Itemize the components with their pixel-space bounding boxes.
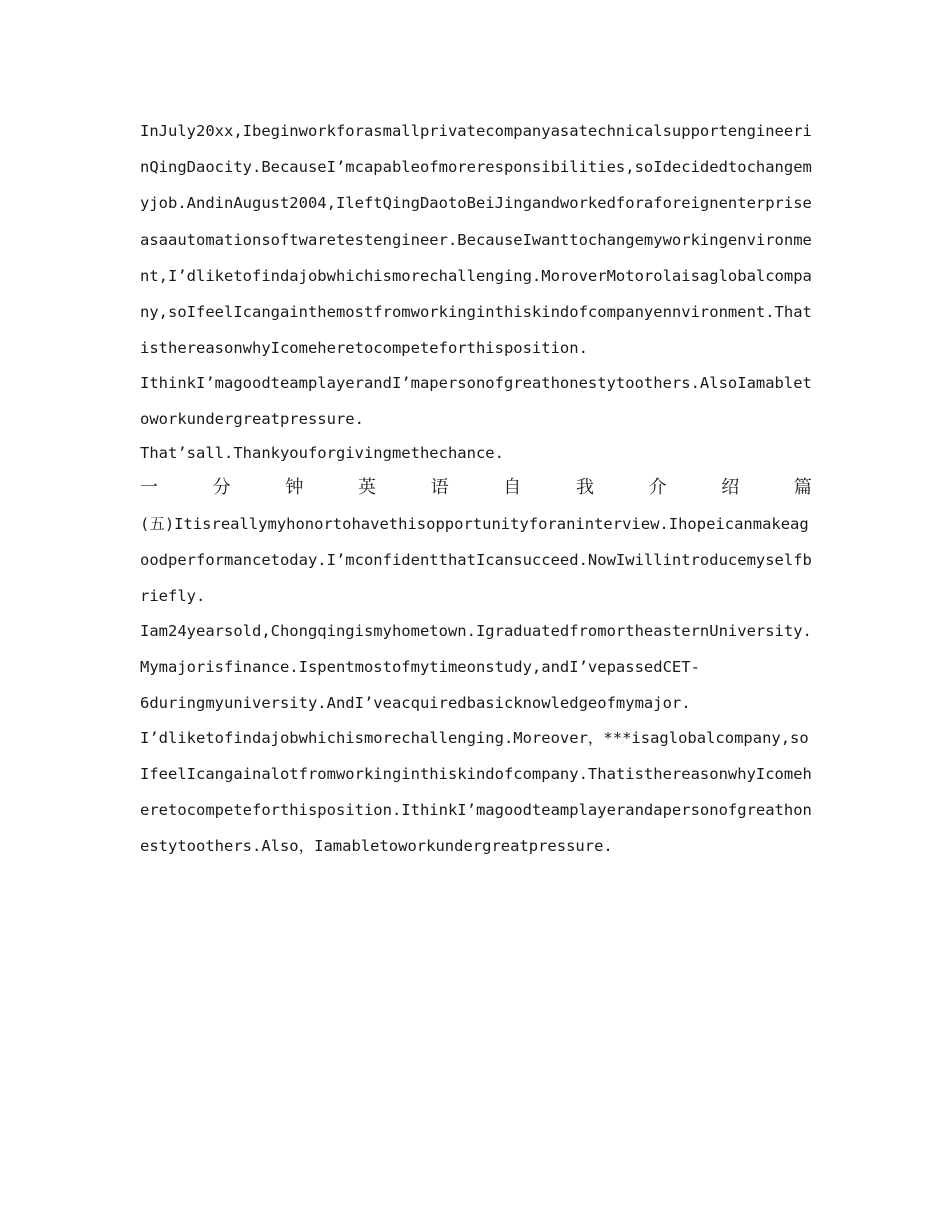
text-line: isthereasonwhyIcomeheretocompeteforthisposition. [140, 339, 588, 358]
heading-char: 分 [212, 476, 231, 498]
heading-char: 篇 [793, 476, 812, 498]
text-line: Iam24yearsold,Chongqingismyhometown.IgraduatedfromortheasternUniversity. [140, 621, 812, 640]
heading-char: 绍 [721, 476, 740, 498]
heading-char: 我 [575, 476, 594, 498]
heading-char: 介 [648, 476, 667, 498]
text-line: That’sall.Thankyouforgivingmethechance. [140, 444, 504, 463]
text-line: eretocompeteforthisposition.IthinkI’magoodteamplayerandapersonofgreathon [140, 801, 812, 820]
heading-char: 自 [503, 476, 522, 498]
text-line: estytoothers.Also，Iamabletoworkundergreatpressure. [140, 837, 613, 856]
text-line: oodperformancetoday.I’mconfidentthatIcansucceed.NowIwillintroducemyselfb [140, 551, 812, 570]
text-line: IthinkI’magoodteamplayerandI’mapersonofgreathonestytoothers.AlsoIamablet [140, 373, 812, 392]
heading-char: 英 [357, 476, 376, 498]
text-line: InJuly20xx,Ibeginworkforasmallprivatecompanyasatechnicalsupportengineeri [140, 122, 812, 140]
text-line: nt,I’dliketofindajobwhichismorechallenging.MoroverMotorolaisaglobalcompa [140, 266, 812, 285]
text-line: asaautomationsoftwaretestengineer.BecauseIwanttochangemyworkingenvironme [140, 230, 812, 249]
text-line: oworkundergreatpressure. [140, 409, 364, 428]
heading-char: 钟 [285, 476, 304, 498]
heading-char: 语 [430, 476, 449, 498]
text-line: Mymajorisfinance.Ispentmostofmytimeonstudy,andI’vepassedCET- [140, 658, 700, 677]
text-line: riefly. [140, 587, 206, 606]
text-line: IfeelIcangainalotfromworkinginthiskindofcompany.ThatisthereasonwhyIcomeh [140, 764, 812, 783]
heading-char: 一 [140, 476, 158, 498]
document-body [140, 116, 812, 868]
text-line: I’dliketofindajobwhichismorechallenging.Moreover，***isaglobalcompany,so [140, 728, 809, 747]
text-line: (五)Itisreallymyhonortohavethisopportunityforaninterview.Ihopeicanmakeag [140, 515, 809, 533]
text-line: 6duringmyuniversity.AndI’veacquiredbasicknowledgeofmymajor. [140, 694, 691, 713]
text-line: nQingDaocity.BecauseI’mcapableofmoreresponsibilities,soIdecidedtochangem [140, 158, 812, 177]
section-heading [140, 473, 812, 509]
text-line: ny,soIfeelIcangainthemostfromworkinginthiskindofcompanyennvironment.That [140, 302, 812, 321]
text-line: yjob.AndinAugust2004,IleftQingDaotoBeiJingandworkedforaforeignenterprise [140, 194, 812, 213]
